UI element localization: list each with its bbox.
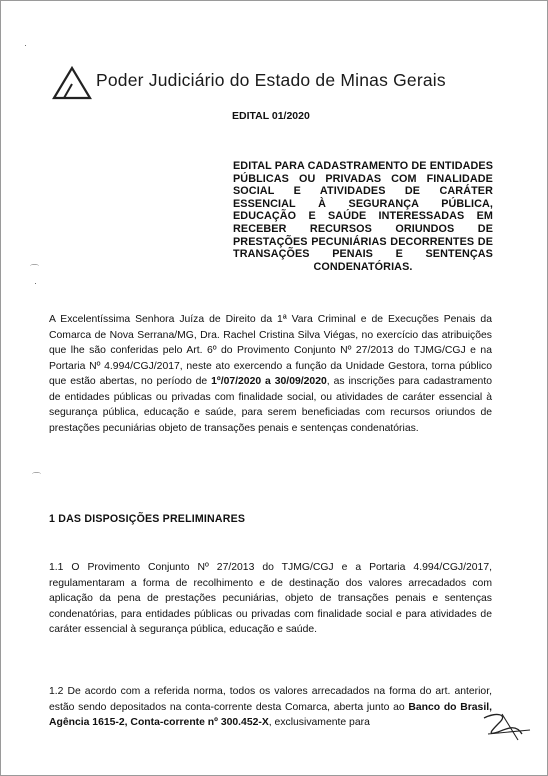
paragraph-1-2	[49, 684, 492, 731]
margin-mark: ⌒	[30, 264, 40, 274]
bank-account: Banco do Brasil, Agência 1615-2, Conta-corrente nº 300.452-X	[49, 701, 492, 728]
margin-mark: ·	[24, 40, 27, 50]
p12-text-1: 1.2 De acordo com a referida norma, todos os valores arrecadados na forma do art. anterior, estão sendo depositados na conta-corrente desta Comarca, aberta junto ao	[49, 686, 492, 713]
section-heading: 1 DAS DISPOSIÇÕES PRELIMINARES	[49, 513, 246, 525]
margin-mark: ·	[34, 278, 37, 288]
intro-paragraph	[49, 312, 492, 436]
edital-number: EDITAL 01/2020	[232, 110, 310, 122]
registration-period: 1º/07/2020 a 30/09/2020	[211, 376, 327, 387]
court-logo-icon	[52, 66, 92, 100]
institution-name: Poder Judiciário do Estado de Minas Gerais	[96, 70, 446, 90]
p12-text-2: , exclusivamente para	[268, 717, 370, 728]
paragraph-1-1: 1.1 O Provimento Conjunto Nº 27/2013 do TJMG/CGJ e a Portaria 4.994/CGJ/2017, regulamentaram a forma de recolhimento e de destinação dos valores arrecadados com aplicação da pena de prestações pecuniárias, objeto de transações penais e sentenças condenatórias, para entidades públicas ou privadas com finalidade social e para atividades de caráter essencial à segurança pública, educação e saúde.	[49, 562, 492, 635]
edital-title: EDITAL PARA CADASTRAMENTO DE ENTIDADES PÚBLICAS OU PRIVADAS COM FINALIDADE SOCIAL E ATIVIDADES DE CARÁTER ESSENCIAL À SEGURANÇA PÚBLICA, EDUCAÇÃO E SAÚDE INTERESSADAS EM RECEBER RECURSOS ORIUNDOS DE PRESTAÇÕES PECUNIÁRIAS DECORRENTES DE TRANSAÇÕES PENAIS E SENTENÇAS CONDENATÓRIAS.	[233, 160, 493, 273]
intro-text-1: A Excelentíssima Senhora Juíza de Direito da 1ª Vara Criminal e de Execuções Penais da Comarca de Nova Serrana/MG, Dra. Rachel Cristina Silva Viégas, no exercício das atribuições que lhe são conferidas pelo Art. 6º do Provimento Conjunto Nº 27/2013 do TJMG/CGJ e na Portaria Nº 4.994/CGJ/2017, neste ato exercendo a função da Unidade Gestora, torna público que estão abertas, no período de	[49, 314, 492, 387]
signature-initials	[478, 710, 538, 744]
margin-mark: ⌒	[32, 472, 42, 482]
intro-text-2: , as inscrições para cadastramento de entidades públicas ou privadas com finalidade social, ou atividades de caráter essencial à segurança pública, educação e saúde, para serem beneficiadas com recursos oriundos de prestações pecuniárias objeto de transações penais e sentenças condenatórias.	[49, 376, 492, 434]
